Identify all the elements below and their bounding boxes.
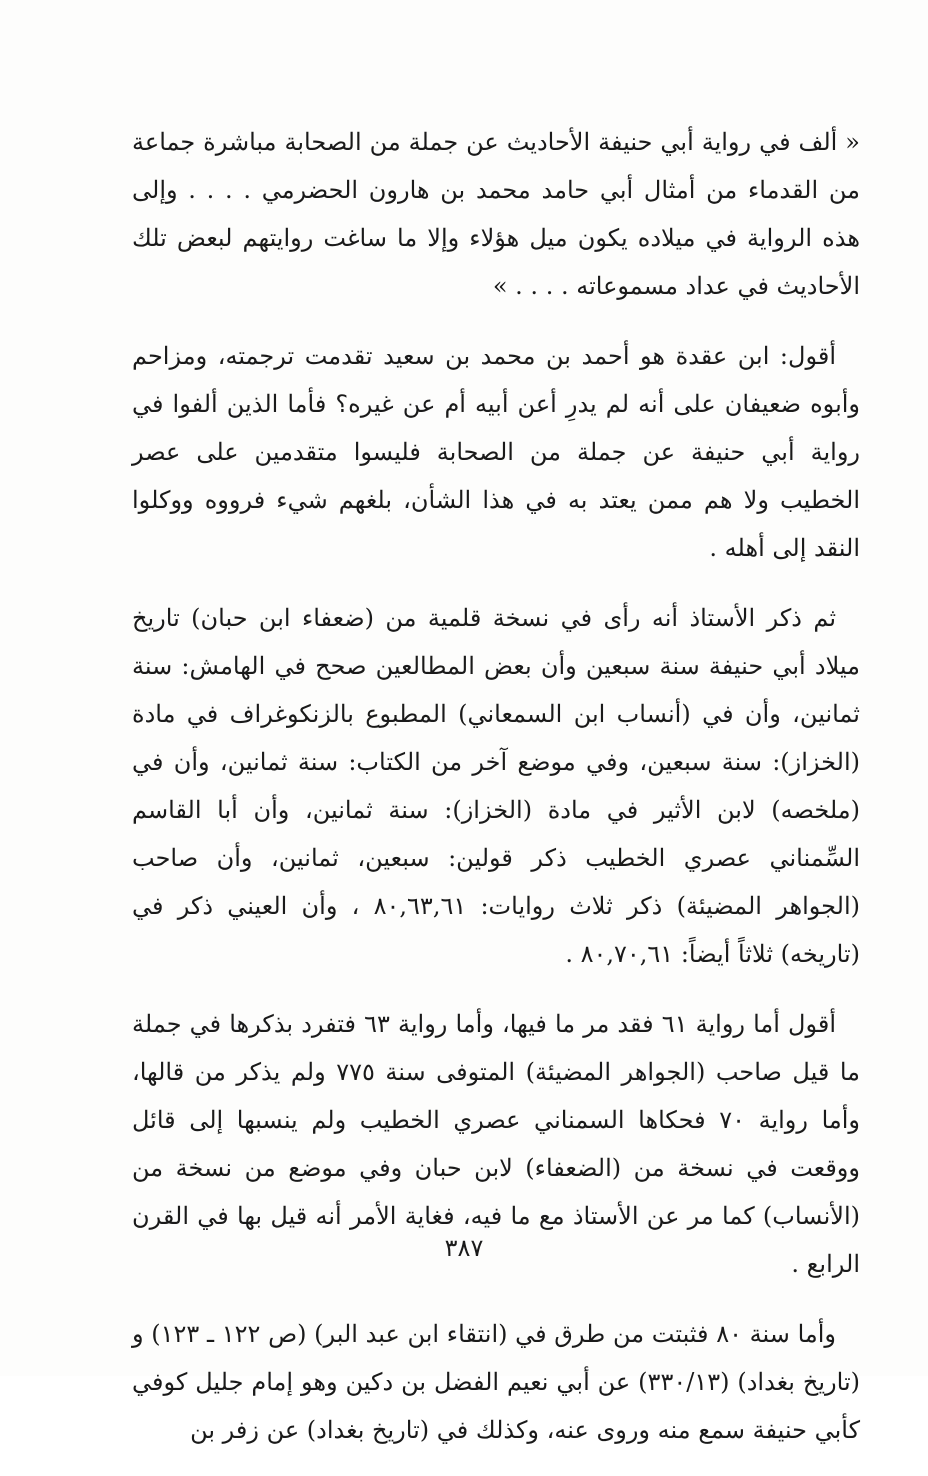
paragraph-aqul-ibn-uqda: أقول: ابن عقدة هو أحمد بن محمد بن سعيد تقدمت ترجمته، ومزاحم وأبوه ضعيفان على أنه لم يدرِ أعن أبيه أم عن غيره؟ فأما الذين ألفوا في رواية أبي حنيفة عن جملة من الصحابة فليسوا متقدمين على عصر الخطيب ولا هم ممن يعتد به في هذا الشأن، بلغهم شيء فرووه ووكلوا النقد إلى أهله .	[132, 342, 860, 562]
paragraph-quote: « ألف في رواية أبي حنيفة الأحاديث عن جملة من الصحابة مباشرة جماعة من القدماء من أمثال أبي حامد محمد بن هارون الحضرمي . . . . وإلى هذه الرواية في ميلاده يكون ميل هؤلاء وإلا ما ساغت روايتهم لبعض تلك الأحاديث في عداد مسموعاته . . . . »	[132, 128, 860, 300]
page-number: ٣٨٧	[444, 1234, 484, 1262]
main-text	[132, 118, 860, 1476]
paragraph-amma-sana: وأما سنة ٨٠ فثبتت من طرق في (انتقاء ابن عبد البر) (ص ١٢٢ ـ ١٢٣) و (تاريخ بغداد) (٣٣٠/١٣) عن أبي نعيم الفضل بن دكين وهو إمام جليل كوفي كأبي حنيفة سمع منه وروى عنه، وكذلك في (تاريخ بغداد) عن زفر بن	[132, 1320, 860, 1444]
paragraph-thumma-dhakara: ثم ذكر الأستاذ أنه رأى في نسخة قلمية من (ضعفاء ابن حبان) تاريخ ميلاد أبي حنيفة سنة سبعين وأن بعض المطالعين صحح في الهامش: سنة ثمانين، وأن في (أنساب ابن السمعاني) المطبوع بالزنكوغراف في مادة (الخزاز): سنة سبعين، وفي موضع آخر من الكتاب: سنة ثمانين، وأن في (ملخصه) لابن الأثير في مادة (الخزاز): سنة ثمانين، وأن أبا القاسم السِّمناني عصري الخطيب ذكر قولين: سبعين، ثمانين، وأن صاحب (الجواهر المضيئة) ذكر ثلاث روايات: ٨٠,٦٣,٦١ ، وأن العيني ذكر في (تاريخه) ثلاثاً أيضاً: ٨٠,٧٠,٦١ .	[132, 604, 860, 968]
paragraph-aqul-riwaya: أقول أما رواية ٦١ فقد مر ما فيها، وأما رواية ٦٣ فتفرد بذكرها في جملة ما قيل صاحب (الجواهر المضيئة) المتوفى سنة ٧٧٥ ولم يذكر من قالها، وأما رواية ٧٠ فحكاها السمناني عصري الخطيب ولم ينسبها إلى قائل ووقعت في نسخة من (الضعفاء) لابن حبان وفي موضع من نسخة من (الأنساب) كما مر عن الأستاذ مع ما فيه، فغاية الأمر أنه قيل بها في القرن الرابع .	[132, 1010, 860, 1278]
